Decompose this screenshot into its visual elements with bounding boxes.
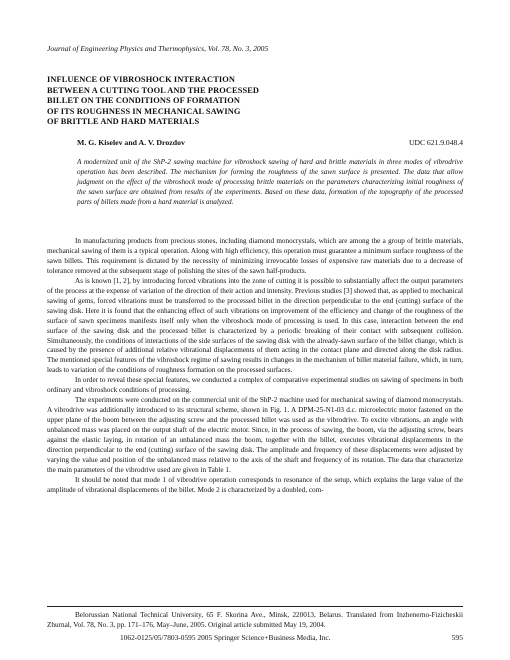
article-title [47,75,467,128]
copyright-line: 1062-0125/05/7803-0595 2005 Springer Science+Business Media, Inc. [120,633,331,642]
paragraph: In order to reveal these special features, we conducted a complex of comparative experimental studies on sawing of specimens in both ordinary and vibroshock conditions of processing. [47,376,463,395]
title-line: OF ITS ROUGHNESS IN MECHANICAL SAWING [47,106,241,116]
title-line: INFLUENCE OF VIBROSHOCK INTERACTION [47,75,236,84]
journal-header: Journal of Engineering Physics and Thermophysics, Vol. 78, No. 3, 2005 [47,44,269,53]
footnote-divider [47,606,463,607]
title-line: BILLET ON THE CONDITIONS OF FORMATION [47,96,241,106]
paragraph: In manufacturing products from precious stones, including diamond monocrystals, which are among the a group of brittle materials, mechanical sawing of them is a typical operation. Along with high efficiency, this operation must guarantee a minimum surface roughness of the sawn billets. This requirement is dictated by the necessity of minimizing irrevocable losses of expensive raw materials due to a decrease of tolerance removed at the subsequent stage of polishing the sites of the sawn half-products. [47,237,463,275]
paragraph: It should be noted that mode 1 of vibrodrive operation corresponds to resonance of the setup, which explains the large value of the amplitude of vibrational displacements of the billet. Mode 2 is characterized by a doubled, com- [47,475,463,494]
page-number: 595 [451,633,463,642]
footnote: Belorussian National Technical University, 65 F. Skorina Ave., Minsk, 220013, Belarus. Translated from Inzhenerno-Fizicheskii Zhurnal, Vol. 78, No. 3, pp. 171–176, May–June, 2005. Original article submitted May 19, 2004. [47,611,463,629]
title-line: BETWEEN A CUTTING TOOL AND THE PROCESSED [47,85,260,95]
udc-code: UDC 621.9.048.4 [408,138,463,147]
paragraph: The experiments were conducted on the commercial unit of the ShP-2 machine used for mechanical sawing of diamond monocrystals. A vibrodrive was additionally introduced to its structural scheme, shown in Fig. 1. A DPM-25-N1-03 d.c. microelectric motor fastened on the upper plane of the boom between the adjusting screw and the processed billet was used as the vibrodrive. To excite vibrations, an angle with unbalanced mass was placed on the output shaft of the electric motor. Since, in the process of sawing, the boom, via the adjusting screw, bears against the elastic laying, in rotation of an unbalanced mass the boom, together with the billet, executes vibrational displacements in the direction perpendicular to the end (cutting) surface of the sawing disk. The amplitude and frequency of these displacements were adjusted by varying the value and position of the unbalanced mass relative to the axis of the shaft and frequency of its rotation. The data that characterize the main parameters of the vibrodrive used are given in Table 1. [47,396,463,474]
abstract: A modernized unit of the ShP-2 sawing machine for vibroshock sawing of hard and brittle materials in three modes of vibrodrive operation has been described. The mechanism for forming the roughness of the sawn surface is presented. The data that allow judgment on the effect of the vibroshock mode of processing brittle materials on the parameters characterizing initial roughness of the sawn surface are obtained from results of the experiments. Based on these data, formation of the topography of the processed parts of billets made from a hard material is analyzed. [77,158,463,206]
title-line: OF BRITTLE AND HARD MATERIALS [47,117,200,127]
authors: M. G. Kiselev and A. V. Drozdov [77,138,185,147]
paragraph: As is known [1, 2], by introducing forced vibrations into the zone of cutting it is possible to substantially affect the output parameters of the process at the expense of variation of the direction of their action and intensity. Previous studies [3] showed that, as applied to mechanical sawing of gems, forced vibrations must be transferred to the processed billet in the direction perpendicular to the end (cutting) surface of the sawing disk. Here it is found that the enhancing effect of such vibrations on improvement of the efficiency and change of the roughness of the surface of sawn specimens manifests itself only when the vibroshock mode of processing is used. In this case, interaction between the end surface of the sawing disk and the processed billet is characterized by a periodic breaking of their contact with subsequent collision. Simultaneously, the conditions of interactions of the side surfaces of the sawing disk with the already-sawn surface of the billet change, which is caused by the presence of additional relative vibrational displacements of them acting in the contact plane and directed along the disk radius. The mentioned special features of the vibroshock regime of sawing results in changes in the mechanism of billet material failure, which, in turn, leads to variation of the conditions of roughness formation on the processed surfaces. [47,276,463,375]
body-text [47,237,463,496]
